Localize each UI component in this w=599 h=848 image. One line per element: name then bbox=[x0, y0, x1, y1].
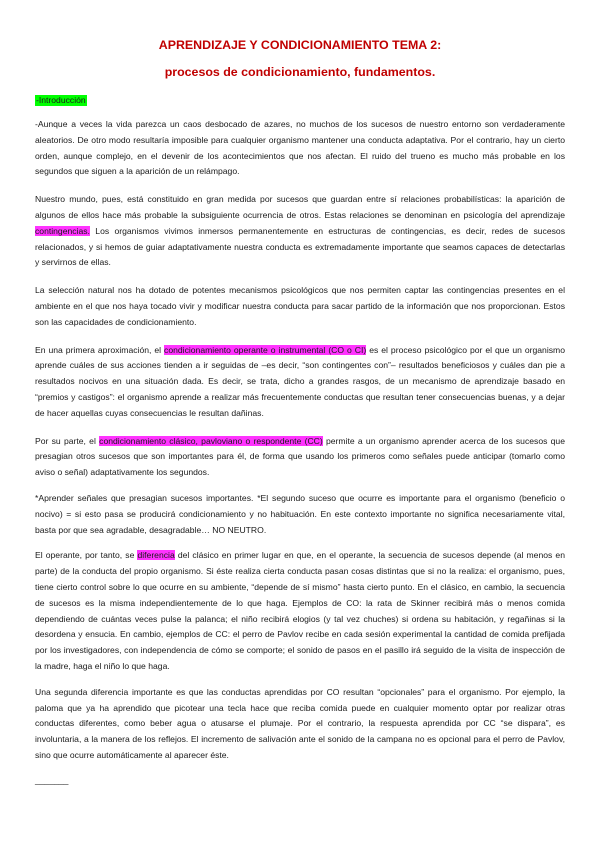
paragraph-4-text-b: es el proceso psicológico por el que un organismo aprende cuáles de sus acciones tienden a ir seguidas de –es decir, “son contingentes con”– resultados beneficiosos y cuáles dan pie a resultados nocivos en una situación dada. Es decir, se trata, dicho a grandes rasgos, de un mecanismo de aprendizaje basado en “premios y castigos”: el organismo aprende a realizar más frecuentemente conductas que resultan tener consecuencias buenas, y a dejar de hacer aquellas cuyas consecuencias le resultan dañinas. bbox=[35, 344, 565, 418]
paragraph-7-text-a: El operante, por tanto, se bbox=[35, 550, 138, 561]
paragraph-1: -Aunque a veces la vida parezca un caos desbocado de azares, no muchos de los sucesos de nuestro entorno son verdaderamente aleatorios. De otro modo resultaría imposible para cualquier organismo mantener una conducta adaptativa. Por el contrario, hay un cierto orden, aunque complejo, en el devenir de los acontecimientos que nos afectan. El ruido del trueno es mucho más probable en los segundos que siguen a la aparición de un relámpago. bbox=[35, 119, 565, 177]
separator-line: _______ bbox=[35, 774, 69, 785]
paragraph-5-text-b: permite a un organismo aprender acerca de los sucesos que presagian otros sucesos que son importantes para él, de forma que usando los primeros como señales puede anticipar (tomarlo como aviso o señal) adaptativamente los segundos. bbox=[35, 435, 565, 478]
paragraph-4-text-a: En una primera aproximación, el bbox=[35, 344, 165, 355]
paragraph-7-text-b: del clásico en primer lugar en que, en el operante, la secuencia de sucesos depende (al menos en parte) de la conducta del propio organismo. Si éste realiza cierta conducta pasan cosas distintas que si no la realiza: el organismo, pues, tiene cierto control sobre lo que ocurre en su ambiente, “depende de sí mismo” hasta cierto punto. En el clásico, en cambio, la secuencia de sucesos es la misma independientemente de lo que haga. Ejemplos de CO: la rata de Skinner recibirá más o menos comida dependiendo de cuántas veces pulse la palanca; el niño recibirá elogios (y tal vez chuches) si ordena su habitación, y regañinas si la desordena y ensucia. En cambio, ejemplos de CC: el perro de Pavlov recibe en cada sesión experimental la cantidad de comida prefijada por los investigadores, con independencia de cómo se comporte; el sonido de pasos en el pasillo irá seguido de la visita de inspección de la madre, haga el niño lo que haga. bbox=[35, 550, 565, 671]
paragraph-5-text-a: Por su parte, el bbox=[35, 435, 100, 446]
paragraph-5 bbox=[35, 434, 565, 481]
paragraph-7 bbox=[35, 548, 565, 674]
paragraph-2 bbox=[35, 192, 565, 271]
highlight-condicionamiento-clasico: condicionamiento clásico, pavloviano o respondente (CC) bbox=[99, 435, 323, 446]
paragraph-2-text-a: Nuestro mundo, pues, está constituido en gran medida por sucesos que guardan entre sí relaciones probabilísticas: la aparición de algunos de ellos hace más probable la subsiguiente ocurrencia de otros. Estas relaciones se denominan en psicología del aprendizaje bbox=[35, 194, 565, 220]
page-subtitle: procesos de condicionamiento, fundamentos. bbox=[164, 65, 436, 79]
paragraph-3: La selección natural nos ha dotado de potentes mecanismos psicológicos que nos permiten captar las contingencias presentes en el ambiente en el que nos haya tocado vivir y modificar nuestra conducta para sacar partido de la información que nos proporcionan. Estos son las capacidades de condicionamiento. bbox=[35, 285, 565, 327]
highlight-diferencia: diferencia bbox=[137, 550, 175, 561]
page-title: APRENDIZAJE Y CONDICIONAMIENTO TEMA 2: bbox=[158, 38, 442, 52]
highlight-contingencias: contingencias. bbox=[35, 225, 90, 236]
highlight-condicionamiento-operante: condicionamiento operante o instrumental (CO o CI) bbox=[164, 344, 367, 355]
section-heading-introduccion: -Introducción bbox=[36, 95, 86, 105]
paragraph-4 bbox=[35, 343, 565, 422]
paragraph-2-text-b: Los organismos vivimos inmersos permanentemente en estructuras de contingencias, es decir, redes de sucesos relacionados, y si hemos de guiar adaptativamente nuestra conducta es extremadamente importante que seamos capaces de detectarlas y servirnos de ellas. bbox=[35, 225, 565, 268]
paragraph-8: Una segunda diferencia importante es que las conductas aprendidas por CO resultan “opcionales” para el organismo. Por ejemplo, la paloma que ya ha aprendido que picotear una tecla hace que reciba comida puede en cualquier momento optar por realizar otras conductas diferentes, como beber agua o atusarse el plumaje. Por el contrario, la respuesta aprendida por CC “se dispara”, es involuntaria, a la manera de los reflejos. El incremento de salivación ante el sonido de la campana no es opcional para el perro de Pavlov, sino que ocurre automáticamente al aparecer éste. bbox=[35, 686, 565, 760]
paragraph-6: *Aprender señales que presagian sucesos importantes. *El segundo suceso que ocurre es importante para el organismo (beneficio o nocivo) = si esto pasa se producirá condicionamiento y no habituación. En este contexto importante no significa necesariamente vital, basta por que sea agradable, desagradable… NO NEUTRO. bbox=[35, 492, 565, 535]
